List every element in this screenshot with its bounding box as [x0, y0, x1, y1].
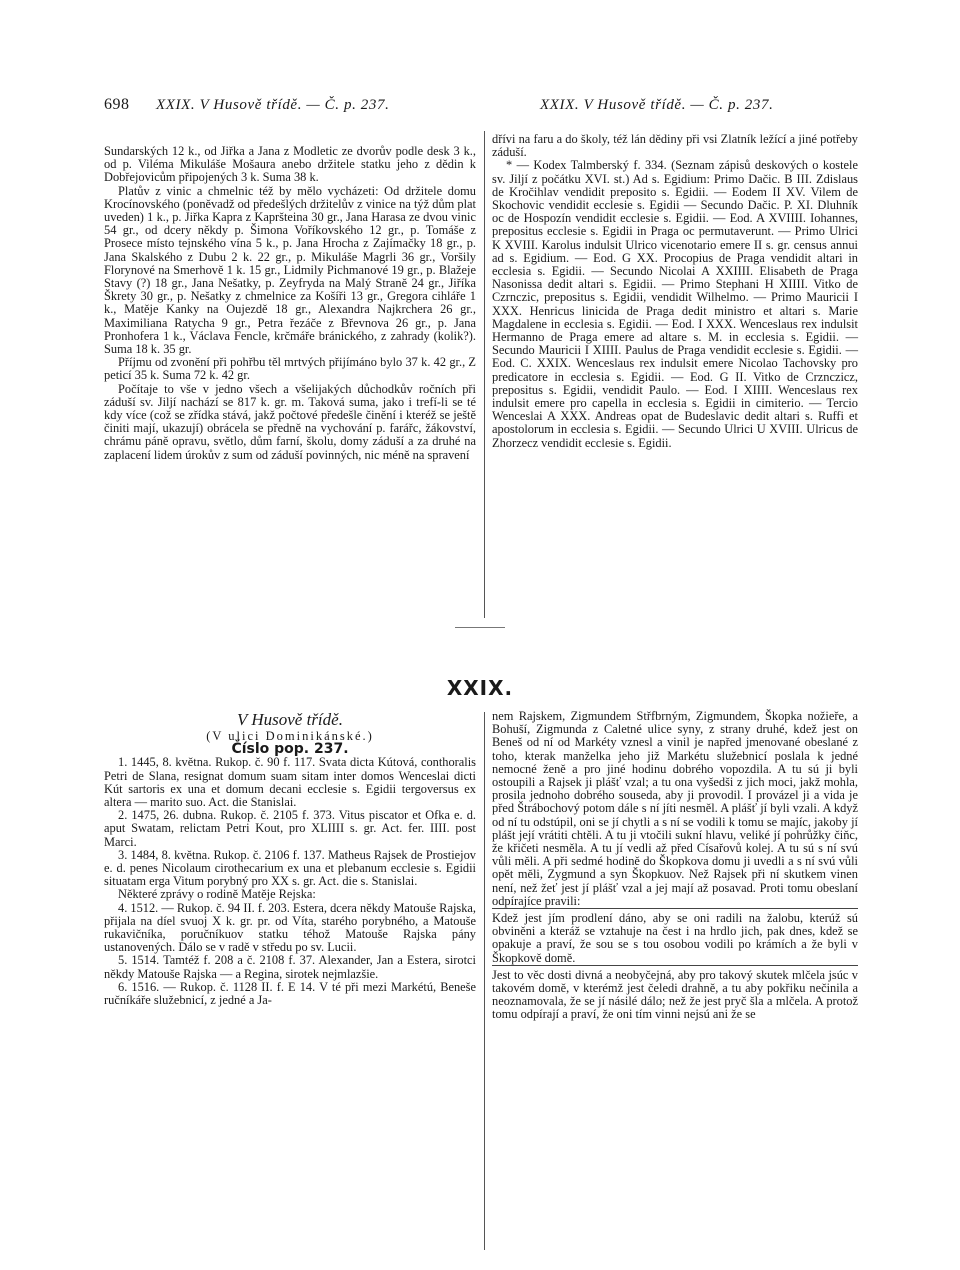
paragraph: Počítaje to vše v jedno všech a všelijakých důchodkův ročních při záduší sv. Jiljí nachází se 817 k. gr. m. Taková suma, jako i trefí-li se té kdy více (což se zřídka stává, jakž počtové předešle činění i kteréž se ještě činiti mají, ukazují) obrácela se předně na vychování p. farářc, žákovství, chrámu páně opravu, světlo, dům farní, školu, domy záduší a za druhé na zaplacení lidem úrokův z sum od záduší povinných, nic méně na spravení	[104, 381, 476, 462]
column-right-bottom	[492, 710, 858, 1022]
paragraph: * — Kodex Talmberský f. 334. (Seznam zápisů deskových o kostele sv. Jiljí z počátku XVI. st.) Ad s. Egidium: Primo Dačic. B III. Zdislaus de Kročihlav vendidit preposito s. Egidii. — Eodem II XV. Vilem de Skochovic vendidit ecclesie s. Egidii — Secundo Dačic. P. XI. Dluhník oc de Hospozín vendidit ecclesie s. Egidii. — Eod. A XVIIII. Iohannes, prepositus ecclesie s. Egidii in Praga oc permutaverunt. — Primo Ulrici K XVIII. Karolus indulsit Ulrico vicenotario emere II s. gr. census annui ad s. Egidium. — Eod. G XX. Procopius de Praga vendidit altari in ecclesia s. Egidii. — Secundo Nicolai A XXIIII. Elisabeth de Praga Nasonissa dedit altari s. Egidii. — Primo Stephani H XIIII. Vitko de Czrnczic, prepositus s. Egidii, vendidit Wilhelmo. — Primo Mauricii I XXX. Henricus linicida de Praga dedit ministro et altari s. Marie Magdalene in ecclesia s. Egidii. — Eod. I XXX. Wenceslaus rex indulsit Hermanno de Praga emere ad altare s. M. in ecclesia s. Egidii. — Secundo Mauricii I XIIII. Paulus de Praga vendidit ecclesie s. Egidii. — Eod. C. XXIX. Wenceslaus rex indulsit emere Nicolao Tachovsky pro predicatore in ecclesia s. Egidii. — Eod. G II. Vitko de Crznczicz, prepositus s. Egidii, vendidit Paulo. — Eod. I XIIII. Wenceslaus rex indulsit emere pro capella in ecclesia s. Egidii in cimiterio. — Tercio Wenceslai A XXX. Andreas opat de Budeslavic dedit altari s. Ruffi et apostolorum in ecclesia s. Egidii. — Secundo Ulrici U XVIII. Ulricus de Zhorzecz vendidit ecclesie s. Egidii.	[492, 158, 858, 450]
paragraph: Sundarských 12 k., od Jiřka a Jana z Modletic ze dvorův podle desk 3 k., od p. Viléma Mikuláše Mošaura anebo držitele statku jeho z dědin k Dobřejovicům připojených 3 k. Suma 38 k.	[104, 144, 476, 185]
paragraph: Příjmu od zvonění při pohřbu těl mrtvých přijímáno bylo 37 k. 42 gr., Z peticí 35 k. Suma 72 k. 42 gr.	[104, 355, 476, 383]
paragraph: dřívi na faru a do školy, též lán dědiny při vsi Zlatník ležící a jiné potřeby záduší.	[492, 132, 858, 160]
column-rule-top	[484, 131, 485, 618]
section-subtitle: (V ulici Dominikánské.)	[206, 729, 374, 743]
column-left-bottom	[104, 710, 476, 1007]
section-heading: XXIX.	[446, 676, 514, 700]
running-title-right: XXIX. V Husově třídě. — Č. p. 237.	[540, 97, 774, 113]
entry: 5. 1514. Tamtéž f. 208 a č. 2108 f. 37. Alexander, Jan a Estera, sirotci někdy Matouše Rajska — a Regina, sirotek nejmlazšie.	[104, 953, 476, 981]
section-divider	[455, 627, 505, 628]
page-number: 698	[104, 96, 130, 113]
entry: 1. 1445, 8. května. Rukop. č. 90 f. 117. Svata dicta Kútová, conthoralis Petri de Slana, resignat domum suam sitam inter domos Wenceslai dicti Kút sartoris ex una et domum decani ecclesie s. Egidii tergoversus ex altera — marito suo. Act. die Stanislai.	[104, 755, 476, 810]
column-right-top	[492, 133, 858, 450]
entry: 2. 1475, 26. dubna. Rukop. č. 2105 f. 373. Vitus piscator et Ofka e. d. aput Swatam, relictam Petri Kout, pro XLIIII s. gr. Act. fer. IIII. post Marci.	[104, 808, 476, 849]
entry: 6. 1516. — Rukop. č. 1128 II. f. E 14. V té při mezi Markétú, Beneše ručníkáře služebnicí, z jedné a Ja-	[104, 979, 476, 1008]
entry: 3. 1484, 8. května. Rukop. č. 2106 f. 137. Matheus Rajsek de Prostiejov e. d. penes Nicolaum cirothecarium ex una et plebanum ecclesie s. Egidii situatam erga Vitum porybný pro XX s. gr. Act. die s. Stanislai.	[104, 847, 476, 889]
quoted-paragraph: Jest to věc dosti divná a neobyčejná, aby pro takový skutek mlčela jsúc v takovém domě, v kterémž jest čeledi drahně, a tu aby pokřiku nečinila a neoznamovala, že se jí násilé dálo; než že jest pryč šla a mlčela. A protož tomu odpírají a praví, že oni tím vinni nejsú ani že se	[492, 965, 858, 1022]
column-left-top	[104, 145, 476, 462]
column-rule-bottom	[484, 712, 485, 1250]
entry: 4. 1512. — Rukop. č. 94 II. f. 203. Estera, dcera někdy Matouše Rajska, přijala na díel svuoj X k. gr. pr. od Víta, starého porybného, a Matouše rukavičníka, poručníkuov statku téhož Matouše Rajska pány ustanovených. Dálo se v radě v středu po sv. Lucii.	[104, 900, 476, 955]
running-title-left: XXIX. V Husově třídě. — Č. p. 237.	[156, 97, 390, 113]
quoted-paragraph: Kdež jest jím prodlení dáno, aby se oni radili na žalobu, kterúž sú obviněni a kteráž se vztahuje na čest i na hrdlo jich, pak dnes, kdež se opakuje a praví, že sou se s tou osobou vodili po krámích a že byli v Škopkově domě.	[492, 908, 858, 965]
house-number: Číslo pop. 237.	[231, 741, 349, 758]
paragraph: Platův z vinic a chmelnic též by mělo vycházeti: Od držitele domu Krocínovského (poněvadž od předešlých držitelův z vinice na týž dům plat uveden) 1 k., p. Jiřka Kapra z Kapršteina 30 gr., Jana Harasa ze dvou vinic 54 gr., od dcery někdy p. Šimona Voříkovského 12 gr., p. Tomáše z Prosece místo tejnského vína 5 k., p. Jana Hrocha z Zajímačky 18 gr., p. Jana Skalského z Dubu 2 k. 22 gr., p. Mikuláše Magrli 36 gr., Voršily Florynové na Smerhově 1 k. 15 gr., Lidmily Pichmanové 19 gr., p. Blažeje Stavy (?) 18 gr., Jana Nešatky, p. Zeyfryda na Malý Straně 24 gr., Jiříka Škrety 30 gr., p. Nešatky z chmelnice za Košíři 13 gr., Gregora cihláře 1 k., Matěje Kanky na Oujezdě 18 gr., Alexandra Najkrchera 26 gr., Maximiliana Ratycha 9 gr., Petra řezáče z Břevnova 26 gr., p. Jana Pronhofera 1 k., Václava Fencle, krčmáře bránického, z zahrady (kolik?). Suma 18 k. 35 gr.	[104, 183, 476, 357]
entry: Některé zprávy o rodině Matěje Rejska:	[118, 887, 316, 902]
section-title: V Husově třídě.	[237, 710, 343, 729]
running-header	[104, 96, 864, 120]
paragraph: nem Rajskem, Zigmundem Střfbrným, Zigmundem, Škopka nožieře, a Bohuší, Zigmunda z Caletné ulice syny, z strany druhé, kdež jest on Beneš od ní od Markéty vznesl a vinil je napřed jmenované obeslané z toho, kterak manželka jeho již Markétu služebnicí poslala k jedné nemocné ženě a pro jiné hodinu dobrého vopozdila. A tu sú ji byli ostoupili a Rajsek ji plášť vzal; a tu ona vyšedši z jich moci, jakž mohla, prosila jednoho dobrého souseda, aby ji provodil. I provázel ji a vida je před Štrábochový potom dále s ní jíti nesměl. A plášť jí byli vzali. A když od ní tu odstúpil, oni se jí chytli a s ní se vodili k tomu se majíc, jakoby jí plášt její vrátiti chtěli. A tu ji vtočili sukní hlavu, veliké jí pohrůžky čiňc, že křičeti nesměla. A tu jí vedli až před Císařovů kolej. A tu sú s ní svú vůli měli. A při sedmé hodině do Škopkova domu ji uvedli a s ní svú vůli opět měli, Zygmund a syn Škopkuov. Než Rajsek při ní skutkem vinen není, než žeť jest jí plášť vzal a jej mají až posavad. Proti tomu obeslaní odpírajíce pravili:	[492, 709, 858, 908]
